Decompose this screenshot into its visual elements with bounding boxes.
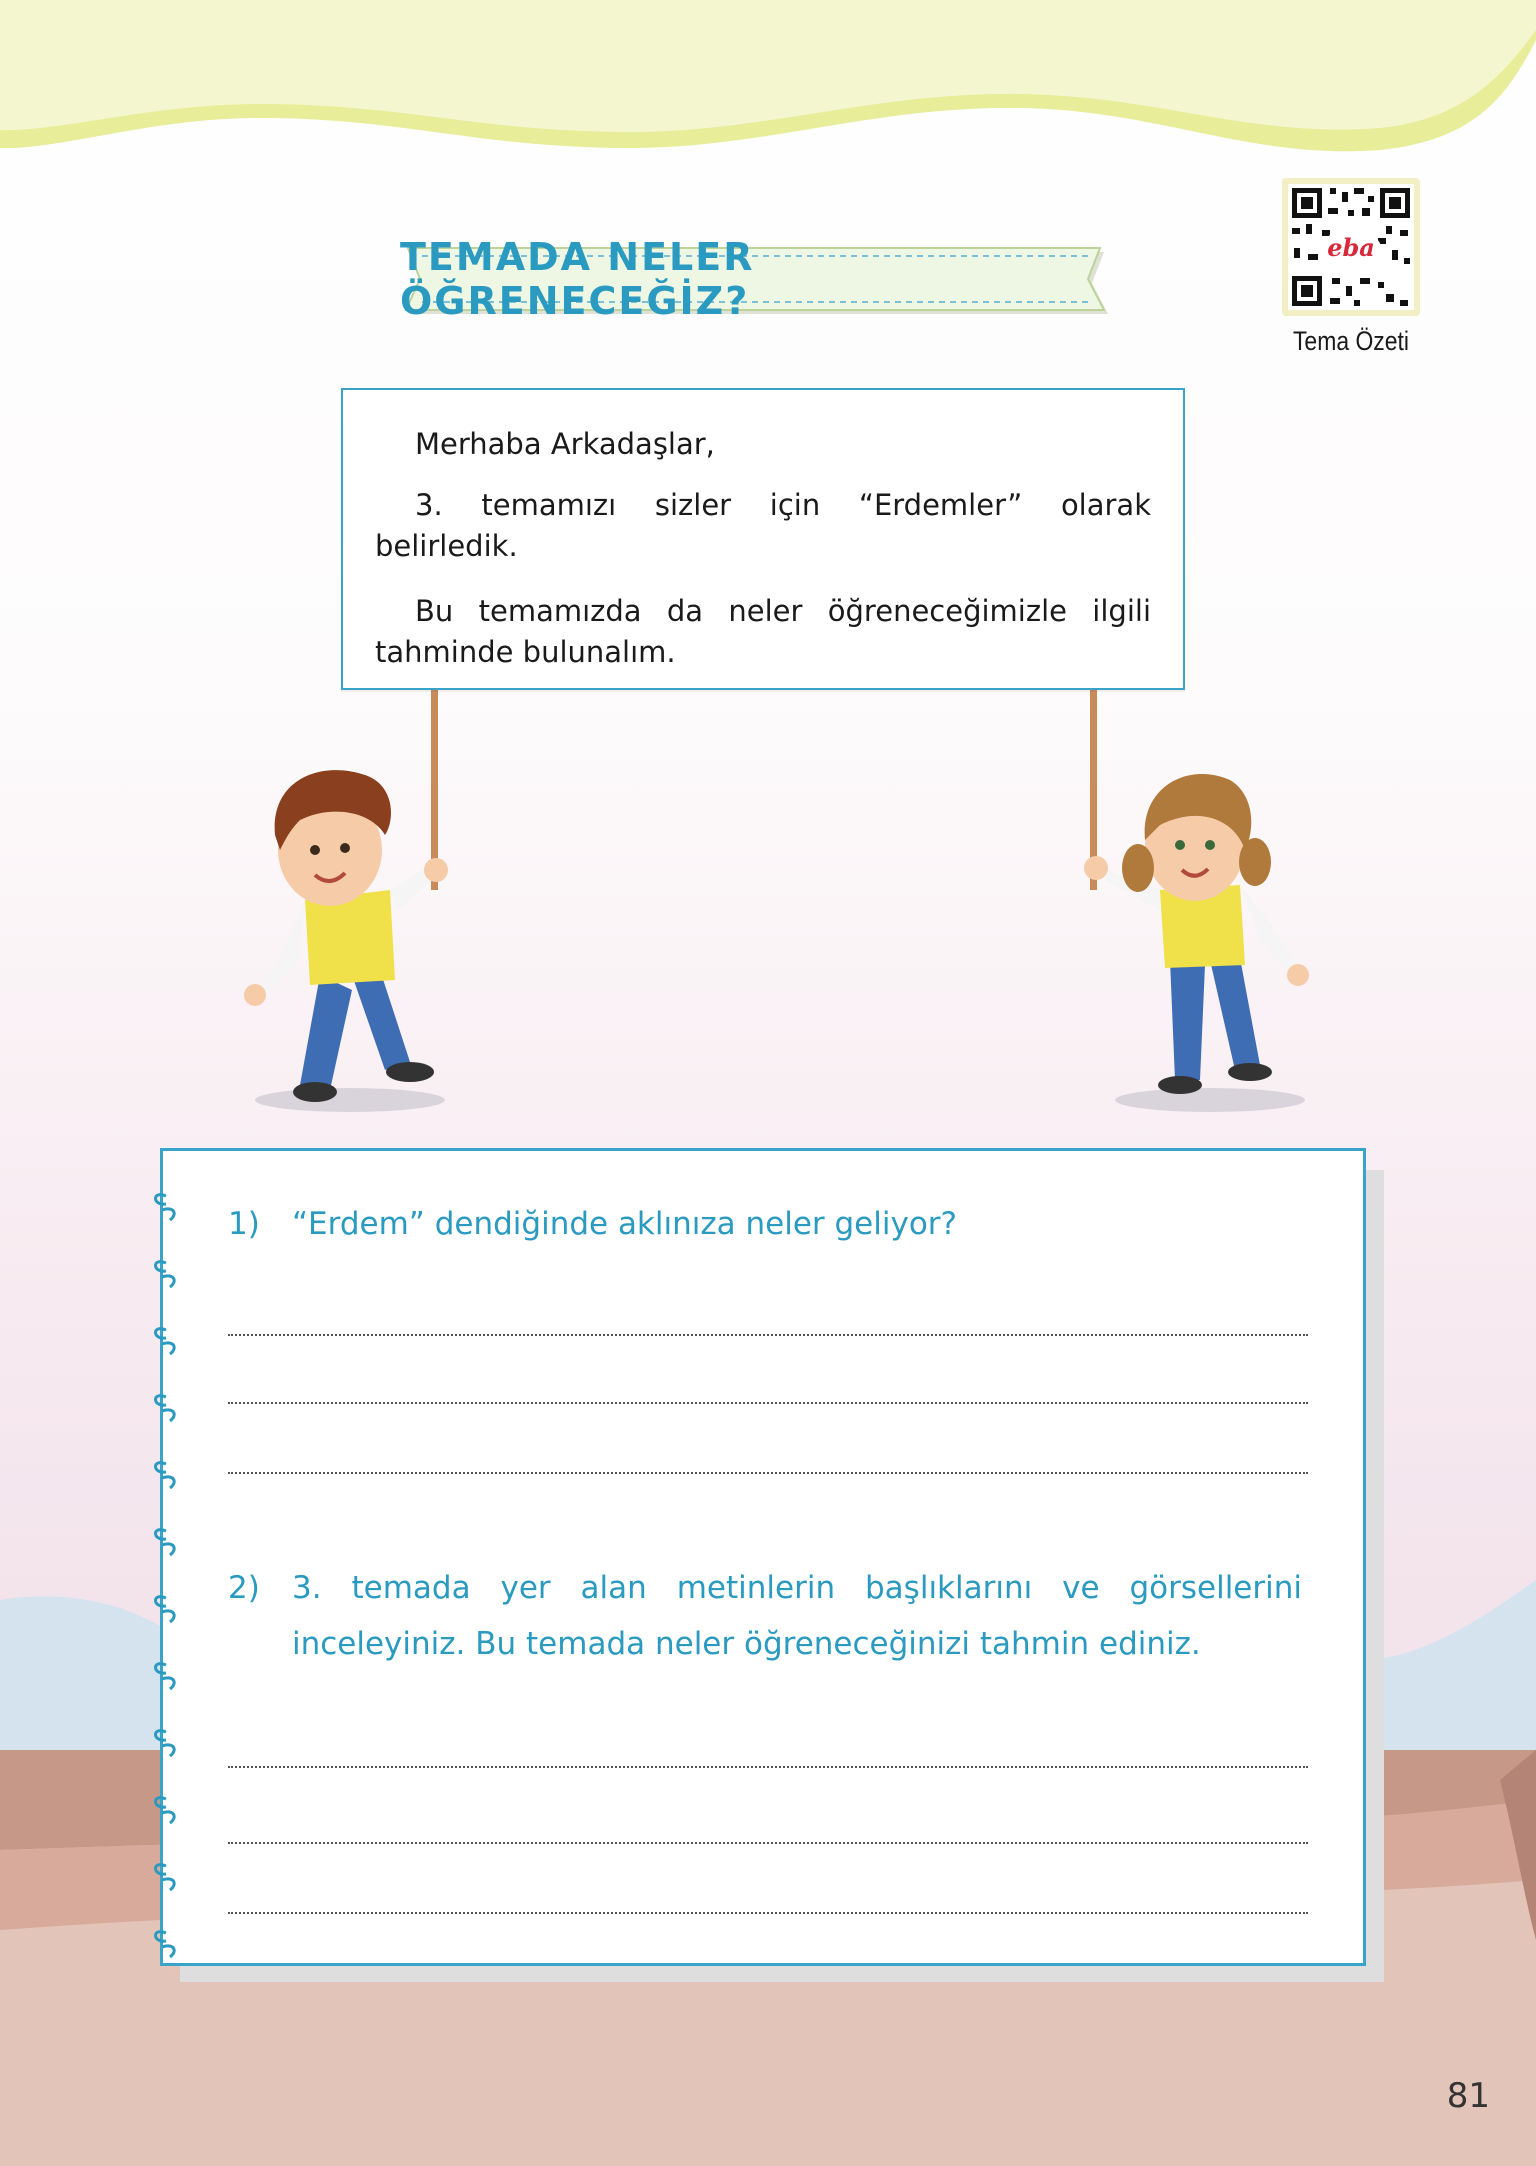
spiral-ring bbox=[156, 1731, 175, 1756]
qr-code[interactable] bbox=[1282, 178, 1420, 316]
question-2 bbox=[228, 1560, 1318, 1662]
message-paragraph-2: Bu temamızda da neler öğreneceğimizle ilgili tahminde bulunalım. bbox=[375, 594, 1151, 669]
answer-line-5[interactable] bbox=[228, 1842, 1308, 1844]
hill-right bbox=[1360, 1580, 1536, 1760]
page-title: TEMADA NELER ÖĞRENECEĞİZ? bbox=[400, 235, 755, 323]
message-sign bbox=[341, 388, 1185, 690]
answer-line-3[interactable] bbox=[228, 1472, 1308, 1474]
question-1 bbox=[228, 1196, 1318, 1252]
spiral-ring bbox=[156, 1396, 175, 1421]
spiral-ring bbox=[156, 1597, 175, 1622]
spiral-ring bbox=[156, 1530, 175, 1555]
question-2-text: 3. temada yer alan metinlerin başlıklarını ve görsellerini inceleyiniz. Bu temada neler öğreneceğinizi tahmin ediniz. bbox=[292, 1570, 1302, 1662]
page-number: 81 bbox=[1446, 2076, 1490, 2116]
spiral-ring bbox=[156, 1865, 175, 1890]
answer-line-1[interactable] bbox=[228, 1334, 1308, 1336]
qr-caption: Tema Özeti bbox=[1292, 326, 1410, 356]
question-1-text: “Erdem” dendiğinde aklınıza neler geliyor? bbox=[292, 1206, 957, 1242]
question-2-number: 2) bbox=[228, 1570, 260, 1606]
spiral-ring bbox=[156, 1664, 175, 1689]
boy-illustration bbox=[244, 770, 448, 1112]
spiral-ring bbox=[156, 1463, 175, 1488]
spiral-ring bbox=[156, 1262, 175, 1287]
qr-logo: eba bbox=[1327, 233, 1375, 262]
girl-illustration bbox=[1084, 774, 1309, 1112]
title-banner bbox=[400, 235, 1108, 323]
answer-line-6[interactable] bbox=[228, 1912, 1308, 1914]
spiral-ring bbox=[156, 1798, 175, 1823]
message-paragraph-1: 3. temamızı sizler için “Erdemler” olarak belirledik. bbox=[375, 488, 1151, 563]
answer-line-2[interactable] bbox=[228, 1402, 1308, 1404]
spiral-ring bbox=[156, 1329, 175, 1354]
answer-line-4[interactable] bbox=[228, 1766, 1308, 1768]
notebook-spiral-rings bbox=[148, 1180, 188, 1970]
question-1-number: 1) bbox=[228, 1206, 260, 1242]
greeting-text: Merhaba Arkadaşlar, bbox=[415, 427, 715, 461]
spiral-ring bbox=[156, 1932, 175, 1957]
spiral-ring bbox=[156, 1195, 175, 1220]
